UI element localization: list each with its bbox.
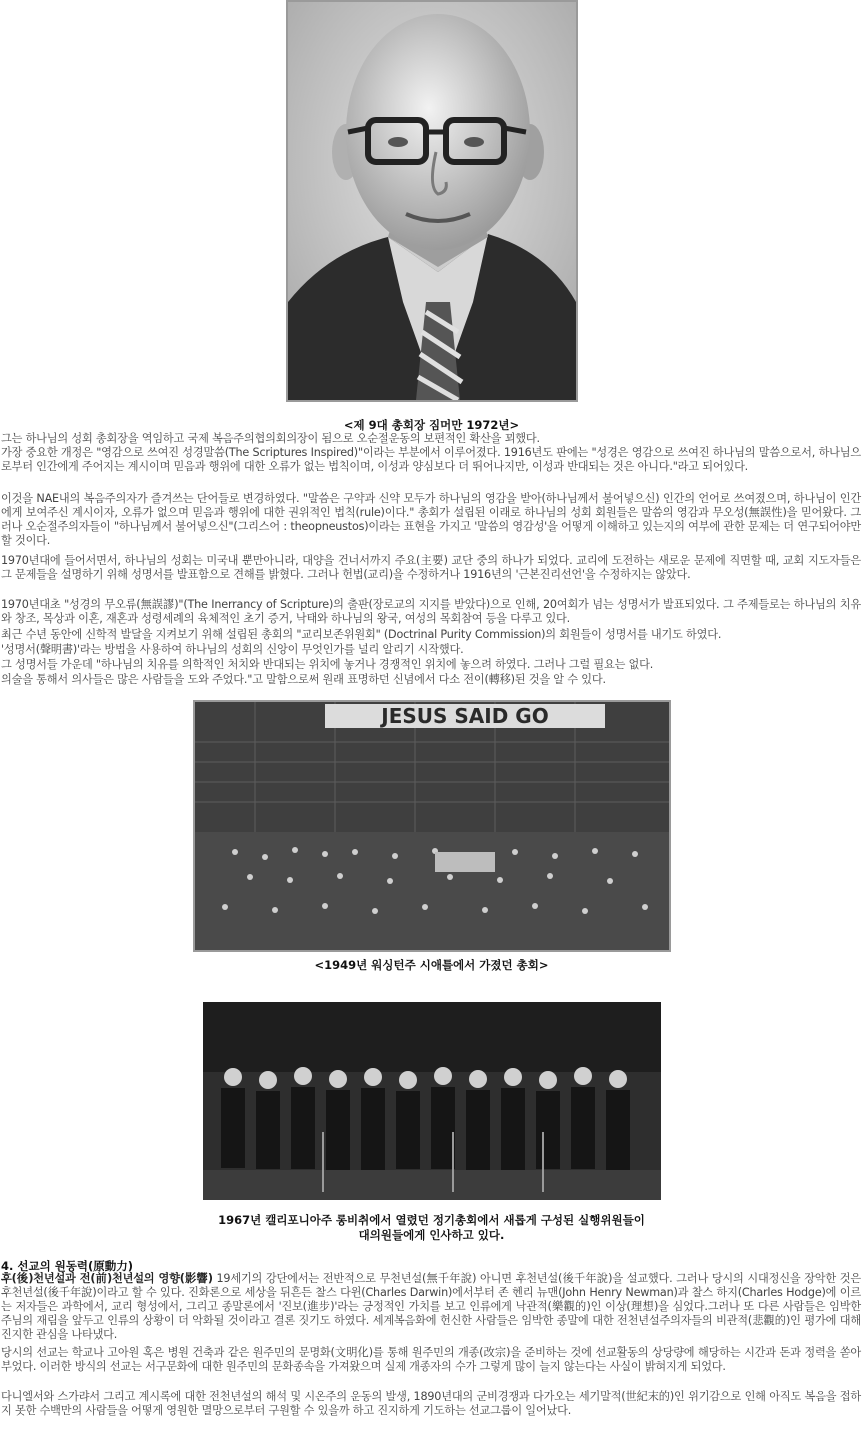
paragraph: 가장 중요한 개정은 "영감으로 쓰여진 성경말씀(The Scriptures Inspired)"이라는 부분에서 이루어졌다. 1916년도 판에는 "성경은 영감으로 쓰여진 하나님의 말씀으로서, 하나님으로부터 인간에게 주어지는 계시이며 믿음과 행위에 대한 오류가 없는 법칙이며, 이성과 양심보다 더 뛰어나지만, 이성과 반대되는 것은 아니다."라고 되어있다. <box>1 446 861 473</box>
paragraph: 다니엘서와 스가랴서 그리고 계시록에 대한 전천년설의 해석 및 시온주의 운동의 발생, 1890년대의 군비경쟁과 다가오는 세기말적(世紀末的)인 위기감으로 인해 아직도 복음을 접하지 못한 수백만의 사람들을 어떻게 영원한 멸망으로부터 구원할 수 있을까 하고 진지하게 기도하는 선교그룹이 일어났다. <box>1 1390 861 1417</box>
paragraph: 최근 수년 동안에 신학적 발달을 지켜보기 위해 설립된 총회의 "교리보존위원회" (Doctrinal Purity Commission)의 회원들이 성명서를 내기도 하였다. <box>1 628 722 641</box>
executives-image <box>203 1002 661 1200</box>
section-title: 4. 선교의 원동력(原動力) <box>1 1259 134 1273</box>
paragraph: 당시의 선교는 학교나 고아원 혹은 병원 건축과 같은 원주민의 문명화(文明化)를 통해 원주민의 개종(改宗)을 준비하는 것에 선교활동의 상당량에 해당하는 시간과 돈과 정력을 쏟아 부었다. 이러한 방식의 선교는 서구문화에 대한 원주민의 문화종속을 가져왔으며 실제 개종자의 수가 그렇게 많이 늘지 않는다는 사실이 밝혀지게 되었다. <box>1 1346 861 1373</box>
paragraph: 이것을 NAE내의 복음주의자가 즐겨쓰는 단어들로 변경하였다. "말씀은 구약과 신약 모두가 하나님의 영감을 받아(하나님께서 불어넣으신) 인간의 언어로 쓰여졌으며, 하나님이 인간에게 보여주신 계시이자, 오류가 없으며 믿음과 행위에 대한 권위적인 법칙(rule)이다." 총회가 설립된 이래로 하나님의 성회 회원들은 말씀의 영감과 무오성(無誤性)을 믿어왔다. 그러나 오순절주의자들이 "하나님께서 불어넣으신"(그리스어 : theopneustos)이라는 표현을 가지고 '말씀의 영감성'을 어떻게 이해하고 있는지의 여부에 관한 문제는 더 연구되어야만 할 것이다. <box>1 492 861 547</box>
convention-caption: <1949년 워싱턴주 시애틀에서 가졌던 총회> <box>314 958 549 972</box>
portrait-photo <box>286 0 578 402</box>
paragraph: 1970년대에 들어서면서, 하나님의 성회는 미국내 뿐만아니라, 대양을 건너서까지 주요(主要) 교단 중의 하나가 되었다. 교리에 도전하는 새로운 문제에 직면할 때, 교회 지도자들은 그 문제들을 설명하기 위해 성명서를 발표함으로 견해를 밝혔다. 그러나 헌법(교리)을 수정하거나 1916년의 '근본진리선언'을 수정하지는 않았다. <box>1 554 861 581</box>
executives-caption-line1: 1967년 캘리포니아주 롱비취에서 열렸던 정기총회에서 새롭게 구성된 실행위원들이 <box>218 1213 645 1227</box>
paragraph-with-lead <box>1 1272 861 1342</box>
paragraph: 그는 하나님의 성회 총회장을 역임하고 국제 복음주의협의회의장이 됨으로 오순절운동의 보편적인 확산을 꾀했다. <box>1 432 540 445</box>
portrait-caption: <제 9대 총회장 짐머만 1972년> <box>343 418 520 432</box>
paragraph: 1970년대초 "성경의 무오류(無誤謬)"(The Inerrancy of Scripture)의 출판(장로교의 지지를 받았다)으로 인해, 20여회가 넘는 성명서가 발표되었다. 그 주제들로는 하나님의 치유와 창조, 목상과 이혼, 재혼과 성령세례의 육체적인 초기 증거, 낙태와 하나님의 왕국, 여성의 목회참여 등을 다루고 있다. <box>1 598 861 625</box>
paragraph: '성명서(聲明書)'라는 방법을 사용하여 하나님의 성회의 신앙이 무엇인가를 널리 알리기 시작했다. <box>1 643 464 656</box>
paragraph: 의술을 통해서 의사들은 많은 사람들을 도와 주었다."고 말함으로써 원래 표명하던 신념에서 다소 전이(轉移)된 것을 알 수 있다. <box>1 673 606 686</box>
convention-photo <box>193 700 671 952</box>
executives-photo <box>203 1002 661 1200</box>
portrait-image <box>288 2 576 400</box>
paragraph: 그 성명서들 가운데 "하나님의 치유를 의학적인 처치와 반대되는 위치에 놓거나 경쟁적인 위치에 놓으려 하였다. 그러나 그럴 필요는 없다. <box>1 658 654 671</box>
paragraph-body: 19세기의 강단에서는 전반적으로 무천년설(無千年說) 아니면 후천년설(後千年說)을 설교했다. 그러나 당시의 시대정신을 장악한 것은 후천년설(後千年說)이라고 할 수 있다. 진화론으로 세상을 뒤흔든 찰스 다윈(Charles Darwin)에서부터 존 헨리 뉴맨(John Henry Newman)과 찰스 하지(Charles Hodge)에 이르는 저자들은 과학에서, 교리 형성에서, 그리고 종말론에서 '진보(進步)'라는 긍정적인 가치를 보고 인류에게 낙관적(樂觀的)인 이상(理想)을 심었다.그러나 또 다른 사람들은 임박한 주님의 재림을 앞두고 인류의 상황이 더 악화될 것이라고 결론 짓기도 하였다. 세계복음화에 헌신한 사람들은 임박한 종말에 대한 전천년설주의자들의 비관적(悲觀的)인 평가에 대해 진지한 관심을 나타냈다. <box>1 1272 861 1341</box>
convention-image <box>195 702 669 950</box>
banner-text: JESUS SAID GO <box>381 704 549 728</box>
executives-caption-line2: 대의원들에게 인사하고 있다. <box>358 1228 505 1242</box>
paragraph-lead: 후(後)천년설과 전(前)천년설의 영향(影響) <box>1 1272 213 1285</box>
